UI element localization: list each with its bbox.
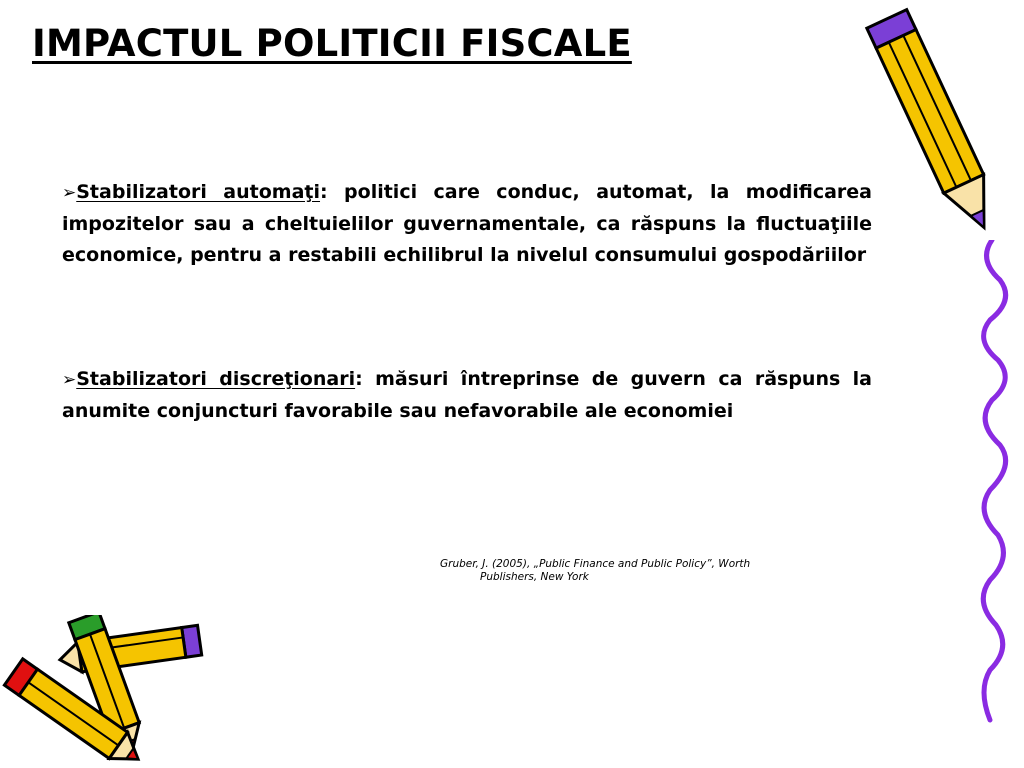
- bullet-text: : măsuri întreprinse de guvern ca răspuns la anumite conjuncturi favorabile sau nefavorabile ale economiei: [62, 368, 873, 422]
- bullet-term: Stabilizatori discreţionari: [76, 368, 356, 390]
- citation-line-2: Publishers, New York: [480, 571, 589, 583]
- citation-line-1: Gruber, J. (2005), „Public Finance and Public Policy”, Worth: [440, 558, 751, 570]
- purple-squiggle-line: [960, 240, 1024, 730]
- bullet-text: : politici care conduc, automat, la modificarea impozitelor sau a cheltuielilor guvernamentale, ca răspuns la fluctuaţiile economice, pentru a restabili echilibrul la nivelul consumului gospodăriilor: [62, 181, 873, 266]
- arrow-bullet-icon: ➢: [62, 370, 77, 390]
- pencils-bottom-left-icon: [0, 615, 215, 765]
- citation: [440, 558, 800, 584]
- slide-title: IMPACTUL POLITICII FISCALE: [32, 22, 632, 65]
- bullet-term: Stabilizatori automaţi: [76, 181, 321, 203]
- bullet-automatic-stabilizers: [62, 177, 872, 271]
- bullet-discretionary-stabilizers: [62, 364, 872, 427]
- arrow-bullet-icon: ➢: [62, 183, 77, 203]
- pencil-top-right-icon: [860, 0, 1010, 245]
